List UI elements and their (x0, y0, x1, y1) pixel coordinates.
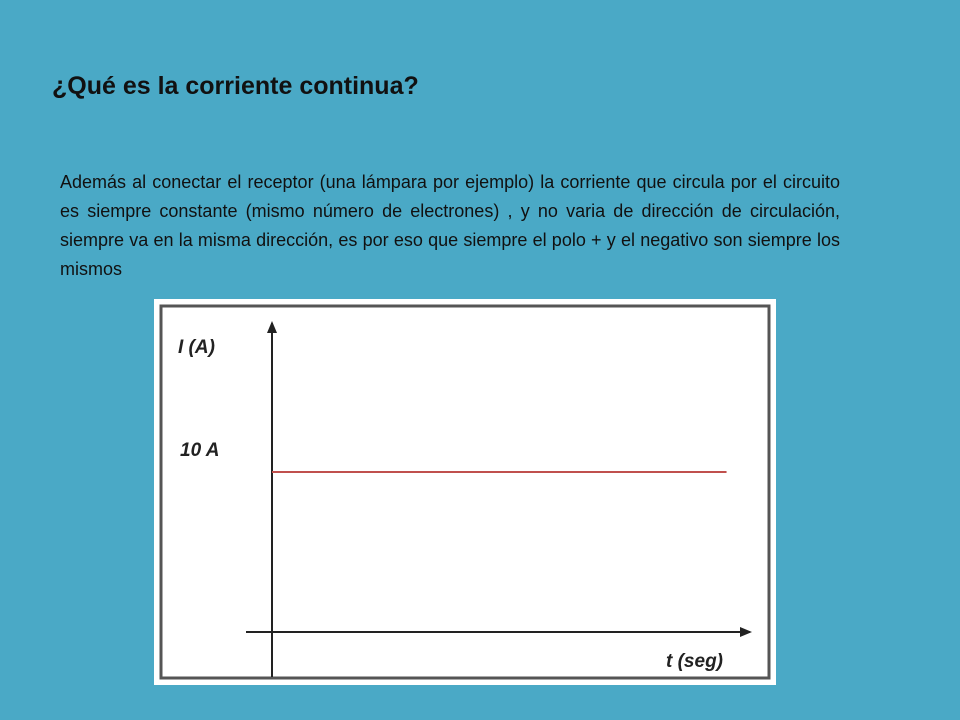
chart-border (161, 306, 769, 678)
y-axis-label: I (A) (178, 337, 215, 358)
slide-body-text: Además al conectar el receptor (una lámpara por ejemplo) la corriente que circula por el circuito es siempre constante (mismo número de electrones) , y no varia de dirección de circulación, siempre va en la misma dirección, es por eso que siempre el polo + y el negativo son siempre los mismos (60, 172, 840, 279)
x-axis-label: t (seg) (666, 651, 723, 672)
slide-title: ¿Qué es la corriente continua? (52, 72, 419, 100)
chart-frame (154, 299, 776, 685)
current-chart (154, 299, 776, 685)
y-tick-label: 10 A (180, 440, 220, 461)
